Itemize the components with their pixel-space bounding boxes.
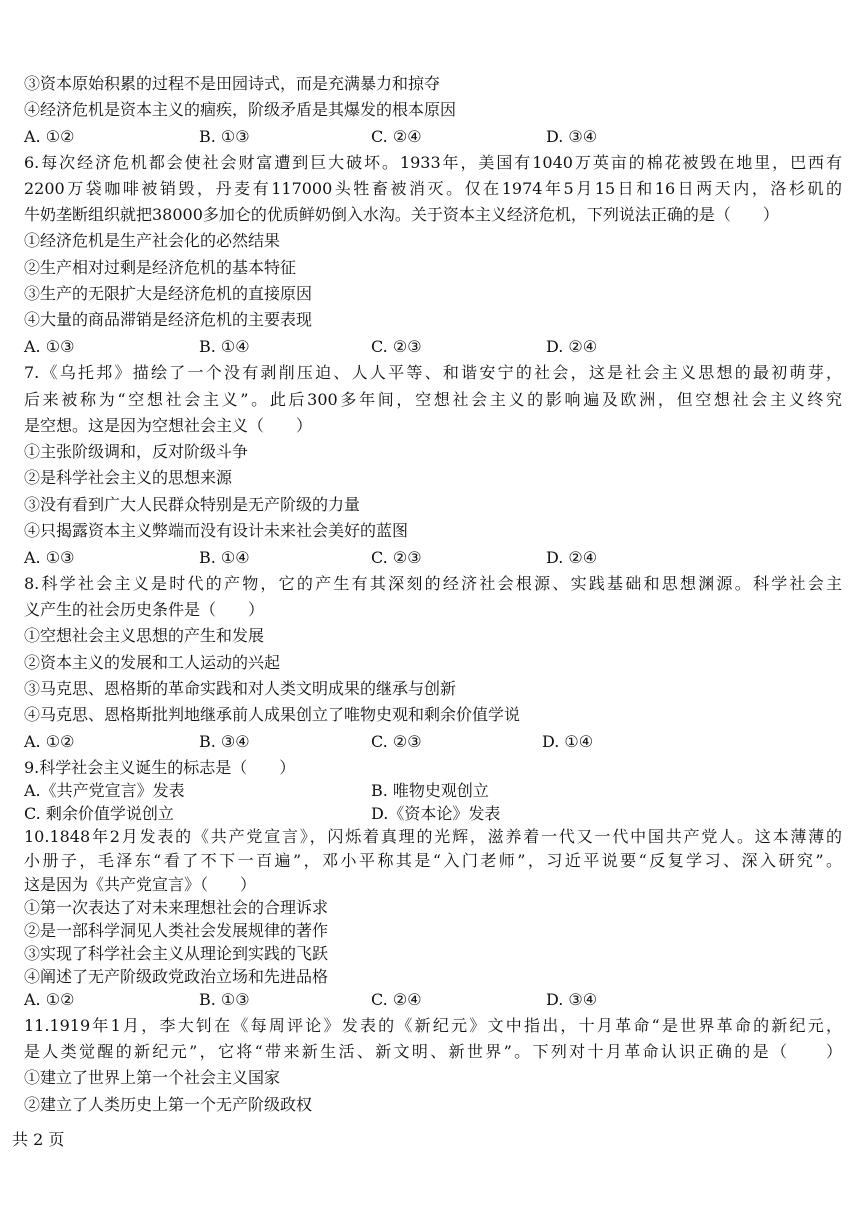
option-d: D. ①④ — [542, 732, 594, 751]
question-7-stem: 是空想。这是因为空想社会主义（ ） — [24, 416, 313, 435]
option-c: C. ②③ — [371, 732, 422, 751]
question-6-item: ④大量的商品滞销是经济危机的主要表现 — [24, 310, 313, 329]
question-10-item: ③实现了科学社会主义从理论到实践的飞跃 — [24, 944, 329, 963]
question-11-stem: 11.1919年1月，李大钊在《每周评论》发表的《新纪元》文中指出，十月革命“是世界革命的新纪元， — [24, 1016, 842, 1035]
option-a: A. ①③ — [24, 548, 75, 567]
option-d: D. ③④ — [546, 127, 598, 146]
question-11-item: ②建立了人类历史上第一个无产阶级政权 — [24, 1095, 313, 1114]
question-10-item: ②是一部科学洞见人类社会发展规律的著作 — [24, 921, 329, 940]
question-6-stem: 6.每次经济危机都会使社会财富遭到巨大破坏。1933年，美国有1040万英亩的棉花被毁在地里，巴西有 — [24, 153, 842, 172]
option-d: D. ②④ — [546, 337, 598, 356]
question-9-stem: 9.科学社会主义诞生的标志是（ ） — [24, 758, 296, 777]
page-count-footer: 共 2 页 — [12, 1130, 65, 1149]
option-a: A. ①② — [24, 732, 75, 751]
option-c: C. ②③ — [371, 548, 422, 567]
question-7-item: ③没有看到广大人民群众特别是无产阶级的力量 — [24, 495, 361, 514]
item-line: ③资本原始积累的过程不是田园诗式，而是充满暴力和掠夺 — [24, 74, 441, 93]
option-d: D. ③④ — [546, 990, 598, 1009]
option-b: B. ③④ — [199, 732, 250, 751]
question-8-stem: 8.科学社会主义是时代的产物，它的产生有其深刻的经济社会根源、实践基础和思想渊源。科学社会主 — [24, 574, 842, 593]
question-10-item: ①第一次表达了对未来理想社会的合理诉求 — [24, 898, 329, 917]
question-7-item: ①主张阶级调和，反对阶级斗争 — [24, 442, 249, 461]
question-8-item: ④马克思、恩格斯批判地继承前人成果创立了唯物史观和剩余价值学说 — [24, 705, 521, 724]
option-b: B. ①④ — [199, 337, 250, 356]
question-7-item: ④只揭露资本主义弊端而没有设计未来社会美好的蓝图 — [24, 521, 409, 540]
question-11-item: ①建立了世界上第一个社会主义国家 — [24, 1068, 281, 1087]
question-11-stem: 是人类觉醒的新纪元”，它将“带来新生活、新文明、新世界”。下列对十月革命认识正确的是（ ） — [24, 1042, 842, 1061]
question-10-stem: 小册子，毛泽东“看了不下一百遍”，邓小平称其是“入门老师”，习近平说要“反复学习、深入研究”。 — [24, 851, 842, 870]
option-a: A. ①② — [24, 127, 75, 146]
question-8-stem: 义产生的社会历史条件是（ ） — [24, 600, 265, 619]
question-7-item: ②是科学社会主义的思想来源 — [24, 468, 233, 487]
option-c: C. ②④ — [371, 990, 422, 1009]
question-8-item: ①空想社会主义思想的产生和发展 — [24, 626, 265, 645]
question-6-stem: 牛奶垄断组织就把38000多加仑的优质鲜奶倒入水沟。关于资本主义经济危机，下列说法正确的是（ ） — [24, 205, 779, 224]
option-a: A. ①② — [24, 990, 75, 1009]
option-c: C. ②④ — [371, 127, 422, 146]
option-a: A.《共产党宣言》发表 — [24, 781, 185, 800]
option-b: B. ①③ — [199, 127, 250, 146]
option-c: C. ②③ — [371, 337, 422, 356]
question-8-item: ③马克思、恩格斯的革命实践和对人类文明成果的继承与创新 — [24, 679, 457, 698]
option-b: B. 唯物史观创立 — [371, 781, 489, 800]
option-b: B. ①③ — [199, 990, 250, 1009]
question-6-item: ②生产相对过剩是经济危机的基本特征 — [24, 258, 297, 277]
question-10-stem: 这是因为《共产党宣言》（ ） — [24, 875, 257, 894]
question-6-item: ①经济危机是生产社会化的必然结果 — [24, 231, 281, 250]
question-10-item: ④阐述了无产阶级政党政治立场和先进品格 — [24, 967, 329, 986]
option-a: A. ①③ — [24, 337, 75, 356]
option-d: D.《资本论》发表 — [371, 804, 501, 823]
option-c: C. 剩余价值学说创立 — [24, 804, 174, 823]
question-7-stem: 7.《乌托邦》描绘了一个没有剥削压迫、人人平等、和谐安宁的社会，这是社会主义思想的最初萌芽， — [24, 363, 842, 382]
option-b: B. ①④ — [199, 548, 250, 567]
question-7-stem: 后来被称为“空想社会主义”。此后300多年间，空想社会主义的影响遍及欧洲，但空想社会主义终究 — [24, 390, 842, 409]
option-d: D. ②④ — [546, 548, 598, 567]
question-10-stem: 10.1848年2月发表的《共产党宣言》，闪烁着真理的光辉，滋养着一代又一代中国共产党人。这本薄薄的 — [24, 827, 842, 846]
question-6-stem: 2200万袋咖啡被销毁，丹麦有117000头牲畜被消灭。仅在1974年5月15日和16日两天内，洛杉矶的 — [24, 179, 842, 198]
item-line: ④经济危机是资本主义的痼疾，阶级矛盾是其爆发的根本原因 — [24, 100, 457, 119]
question-8-item: ②资本主义的发展和工人运动的兴起 — [24, 653, 281, 672]
question-6-item: ③生产的无限扩大是经济危机的直接原因 — [24, 284, 313, 303]
